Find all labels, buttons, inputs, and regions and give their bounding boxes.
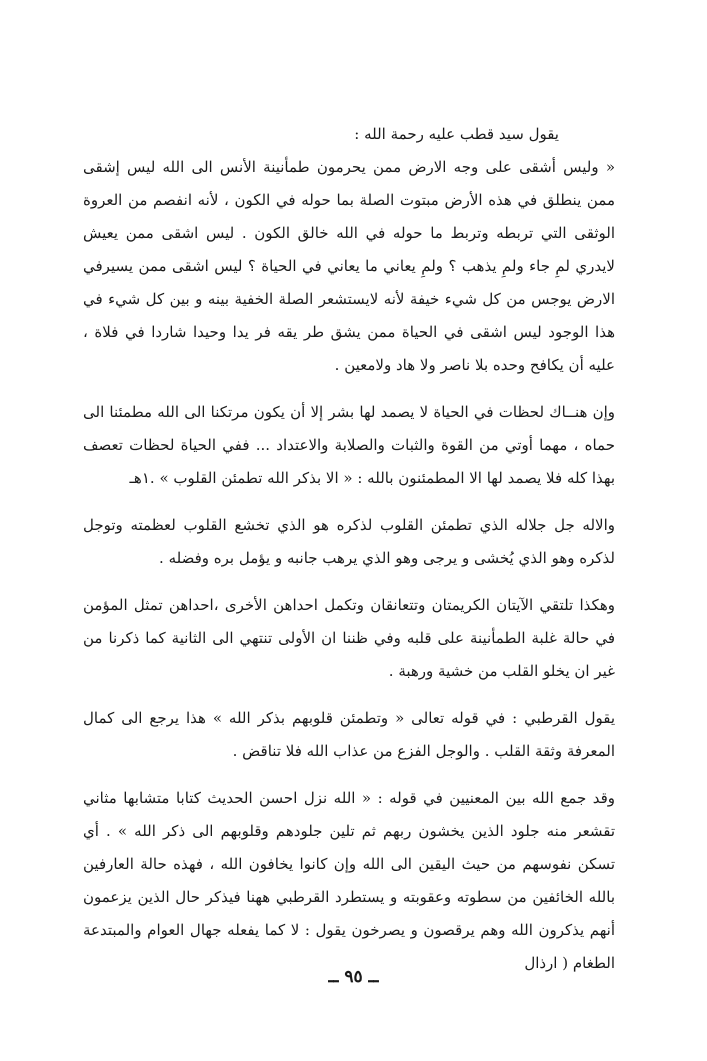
quote-sayyid-qutb: « وليس أشقى على وجه الارض ممن يحرمون طمأنينة الأنس الى الله ليس إشقى ممن ينطلق في هذه الأرض مبتوت الصلة بما حوله في الكون ، لأنه انفصم من العروة الوثقى التي تربطه وتربط ما حوله في الله خالق الكون . ليس اشقى ممن يعيش لايدري لمِ جاء ولمِ يذهب ؟ ولمِ يعاني ما يعاني في الحياة ؟ ليس اشقى ممن يسيرفي الارض يوجس من كل شيء خيفة لأنه لايستشعر الصلة الخفية بينه و بين كل شيء في هذا الوجود ليس اشقى في الحياة ممن يشق طر يقه فر يدا وحيدا شاردا في فلاة ، عليه أن يكافح وحده بلا ناصر ولا هاد ولامعين . (83, 158, 615, 374)
page-number: ــ ٩٥ ــ (328, 967, 379, 987)
paragraph-two-meanings: وقد جمع الله بين المعنيين في قوله : « الله نزل احسن الحديث كتابا متشابها مثاني تقشعر منه جلود الذين يخشون ربهم ثم تلين جلودهم وقلوبهم الى ذكر الله » . أي تسكن نفوسهم من حيث اليقين الى الله وإن كانوا يخافون الله ، فهذه حالة العارفين بالله الخائفين من سطوته وعقوبته و يستطرد القرطبي ههنا فيذكر حال الذين يزعمون أنهم يذكرون الله وهم يرقصون و يصرخون يقول : لا كما يفعله جهال العوام والمبتدعة الطغام ( ارذال (83, 789, 615, 972)
paragraph-god-majesty: والاله جل جلاله الذي تطمئن القلوب لذكره هو الذي تخشع القلوب لعظمته وتوجل لذكره وهو الذي يُخشى و يرجى وهو الذي يرهب جانبه و يؤمل بره وفضله . (83, 516, 615, 567)
intro-line: يقول سيد قطب عليه رحمة الله : (354, 125, 559, 143)
paragraph-moments-of-life: وإن هنــاك لحظات في الحياة لا يصمد لها بشر إلا أن يكون مرتكنا الى الله مطمئنا الى حماه ، مهما أوتي من القوة والثبات والصلابة والاعتداد ... ففي الحياة لحظات تعصف بهذا كله فلا يصمد لها الا المطمئنون بالله : « الا بذكر الله تطمئن القلوب » .١هـ (83, 403, 616, 487)
paragraph-qurtubi: يقول القرطبي : في قوله تعالى « وتطمئن قلوبهم بذكر الله » هذا يرجع الى كمال المعرفة وثقة القلب . والوجل الفزع من عذاب الله فلا تناقض . (83, 709, 615, 760)
page-body (83, 118, 615, 980)
paragraph-two-verses: وهكذا تلتقي الآيتان الكريمتان وتتعانقان وتكمل احداهن الأخرى ،احداهن تمثل المؤمن في حالة غلبة الطمأنينة على قلبه وفي ظننا ان الأولى تنتهي الى الثانية كما ذكرنا من غير ان يخلو القلب من خشية ورهبة . (83, 596, 615, 680)
